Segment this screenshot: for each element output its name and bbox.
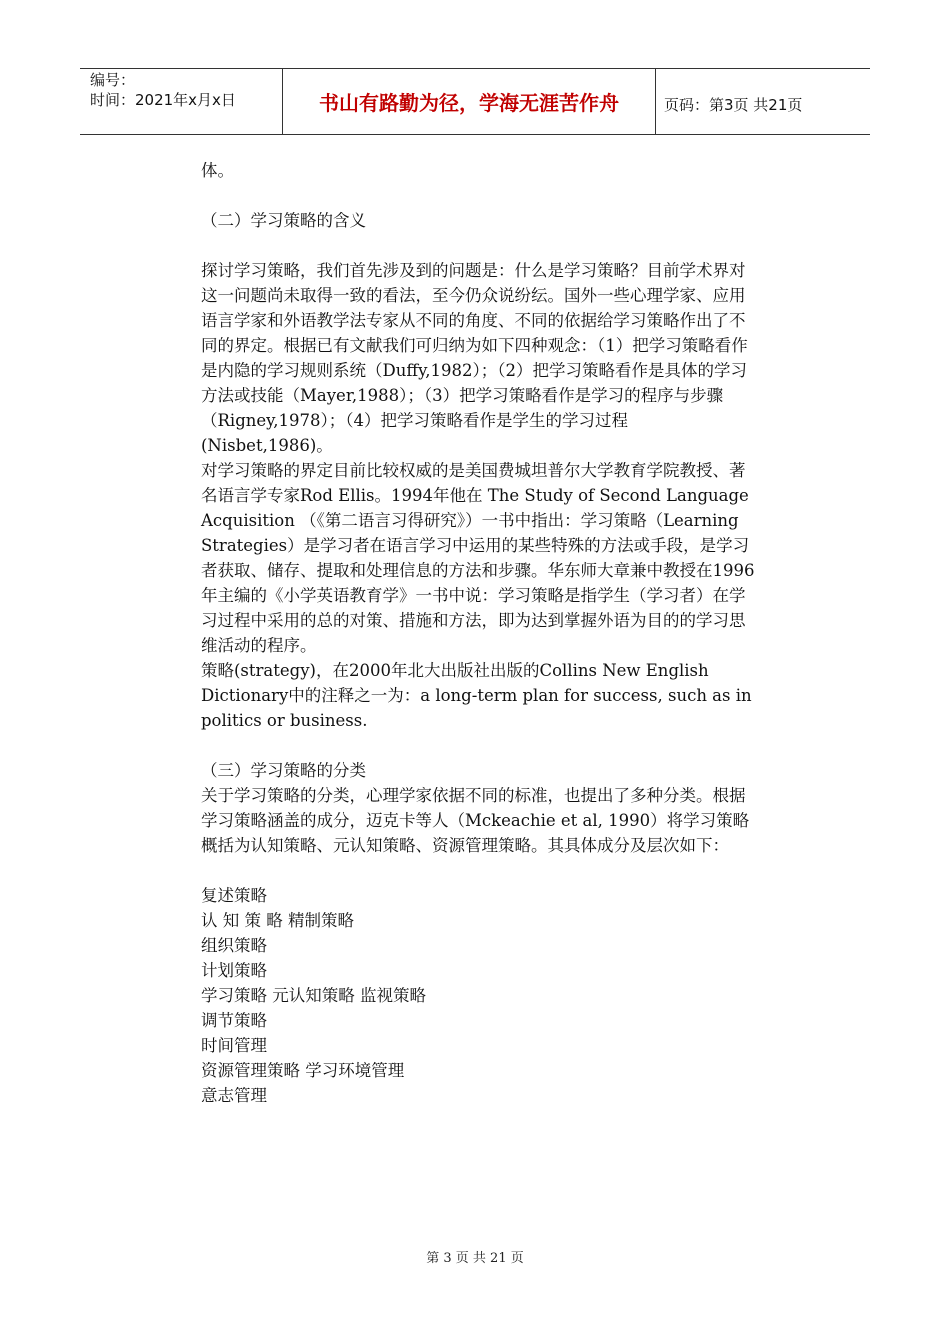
header-bottom-border	[80, 134, 870, 135]
tree-item: 计划策略	[201, 961, 267, 980]
time-label: 时间：2021年x月x日	[90, 91, 236, 109]
paragraph-ellis: 对学习策略的界定目前比较权威的是美国费城坦普尔大学教育学院教授、著名语言学专家Rod Ellis。1994年他在 The Study of Second Language Acquisition （《第二语言习得研究》）一书中指出：学习策略（Learning Strategies）是学习者在语言学习中运用的某些特殊的方法或手段，是学习者获取、储存、提取和处理信息的方法和步骤。华东师大章兼中教授在1996年主编的《小学英语教育学》一书中说：学习策略是指学生（学习者）在学习过程中采用的总的对策、措施和方法，即为达到掌握外语为目的的学习思维活动的程序。	[201, 461, 755, 655]
page-footer: 第 3 页 共 21 页	[426, 1251, 524, 1266]
section-heading-definition: （二）学习策略的含义	[201, 211, 366, 230]
tree-item: 资源管理策略 学习环境管理	[201, 1061, 405, 1080]
section-heading-classification: （三）学习策略的分类	[201, 761, 366, 780]
paragraph-strategy-dictionary: 策略(strategy)，在2000年北大出版社出版的Collins New English Dictionary中的注释之一为：a long-term plan for success, such as in politics or business.	[201, 661, 752, 730]
header-meta	[90, 70, 236, 110]
tree-item: 学习策略 元认知策略 监视策略	[201, 986, 426, 1005]
tree-item: 认 知 策 略 精制策略	[201, 911, 354, 930]
paragraph-continuation: 体。	[201, 161, 234, 180]
header-motto: 书山有路勤为径，学海无涯苦作舟	[319, 90, 619, 115]
paragraph-definitions: 探讨学习策略，我们首先涉及到的问题是：什么是学习策略？目前学术界对这一问题尚未取得一致的看法，至今仍众说纷纭。国外一些心理学家、应用语言学家和外语教学法专家从不同的角度、不同的依据给学习策略作出了不同的界定。根据已有文献我们可归纳为如下四种观念：（1）把学习策略看作是内隐的学习规则系统（Duffy,1982）；（2）把学习策略看作是具体的学习方法或技能（Mayer,1988）；（3）把学习策略看作是学习的程序与步骤（Rigney,1978）；（4）把学习策略看作是学生的学习过程(Nisbet,1986)。	[201, 261, 748, 455]
tree-item: 调节策略	[201, 1011, 267, 1030]
tree-item: 意志管理	[201, 1086, 267, 1105]
tree-item: 组织策略	[201, 936, 267, 955]
header-page-info: 页码：第3页 共21页	[664, 96, 803, 114]
document-body	[201, 158, 756, 1108]
header-divider-right	[655, 68, 656, 135]
tree-item: 时间管理	[201, 1036, 267, 1055]
number-label: 编号：	[90, 71, 136, 89]
paragraph-classification: 关于学习策略的分类，心理学家依据不同的标准，也提出了多种分类。根据学习策略涵盖的成分，迈克卡等人（Mckeachie et al, 1990）将学习策略概括为认知策略、元认知策略、资源管理策略。其具体成分及层次如下：	[201, 786, 750, 855]
tree-item: 复述策略	[201, 886, 267, 905]
